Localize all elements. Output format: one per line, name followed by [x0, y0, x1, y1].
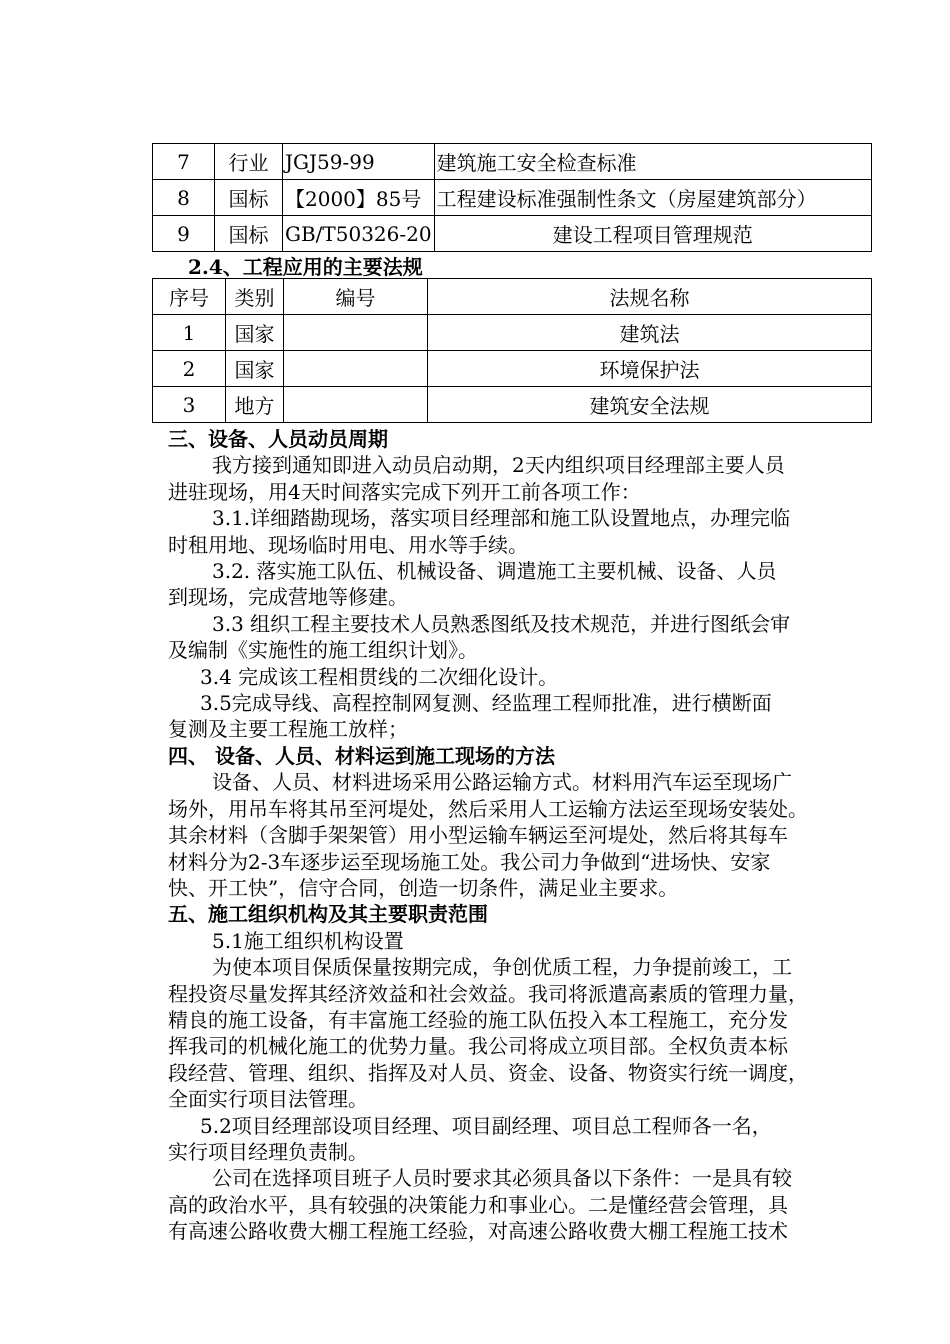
paragraph-line: 进驻现场，用4天时间落实完成下列开工前各项工作： — [168, 479, 641, 504]
paragraph-line: 3.4 完成该工程相贯线的二次细化设计。 — [200, 664, 559, 689]
regulations-table — [152, 278, 872, 423]
row-type: 地方 — [226, 387, 284, 423]
row-code — [284, 387, 428, 423]
paragraph-line: 有高速公路收费大棚工程施工经验，对高速公路收费大棚工程施工技术 — [168, 1219, 788, 1244]
header-number: 序号 — [153, 279, 226, 315]
row-code: 【2000】85号 — [283, 180, 435, 216]
row-code — [284, 351, 428, 387]
paragraph-line: 精良的施工设备，有丰富施工经验的施工队伍投入本工程施工，充分发 — [168, 1007, 788, 1032]
table-row — [153, 351, 872, 387]
paragraph-line: 5.2项目经理部设项目经理、项目副经理、项目总工程师各一名， — [200, 1113, 772, 1138]
section-5-title: 五、施工组织机构及其主要职责范围 — [168, 902, 488, 927]
paragraph-line: 实行项目经理负责制。 — [168, 1139, 368, 1164]
paragraph-line: 快、开工快”，信守合同，创造一切条件，满足业主要求。 — [168, 875, 679, 900]
paragraph-line: 我方接到通知即进入动员启动期，2天内组织项目经理部主要人员 — [212, 453, 785, 478]
table-row — [153, 315, 872, 351]
paragraph-line: 材料分为2-3车逐步运至现场施工处。我公司力争做到“进场快、安家 — [168, 849, 771, 874]
row-code — [284, 315, 428, 351]
paragraph-line: 复测及主要工程施工放样； — [168, 717, 408, 742]
section-heading: 2.4、工程应用的主要法规 — [188, 255, 423, 279]
row-number: 9 — [153, 216, 215, 252]
row-code: GB/T50326-20 — [283, 216, 435, 252]
paragraph-line: 其余材料（含脚手架架管）用小型运输车辆运至河堤处，然后将其每车 — [168, 823, 788, 848]
row-number: 7 — [153, 144, 215, 180]
header-code: 编号 — [284, 279, 428, 315]
body-text — [168, 426, 868, 1245]
row-number: 2 — [153, 351, 226, 387]
paragraph-line: 及编制《实施性的施工组织计划》。 — [168, 638, 478, 663]
paragraph-line: 时租用地、现场临时用电、用水等手续。 — [168, 532, 528, 557]
row-type: 国家 — [226, 351, 284, 387]
table-row — [153, 387, 872, 423]
row-type: 国标 — [215, 180, 283, 216]
paragraph-line: 全面实行项目法管理。 — [168, 1087, 368, 1112]
paragraph-line: 为使本项目保质保量按期完成，争创优质工程，力争提前竣工，工 — [212, 955, 792, 980]
row-number: 3 — [153, 387, 226, 423]
row-name: 建筑法 — [428, 315, 872, 351]
row-name: 建设工程项目管理规范 — [434, 216, 871, 252]
row-code: JGJ59-99 — [283, 144, 435, 180]
row-name: 建筑安全法规 — [428, 387, 872, 423]
paragraph-line: 到现场，完成营地等修建。 — [168, 585, 408, 610]
table-row — [153, 216, 872, 252]
table-row — [153, 180, 872, 216]
row-type: 国家 — [226, 315, 284, 351]
paragraph-line: 公司在选择项目班子人员时要求其必须具备以下条件：一是具有较 — [212, 1166, 792, 1191]
paragraph-line: 3.1.详细踏勘现场，落实项目经理部和施工队设置地点，办理完临 — [212, 506, 791, 531]
section-3-title: 三、设备、人员动员周期 — [168, 427, 388, 451]
row-number: 1 — [153, 315, 226, 351]
row-type: 行业 — [215, 144, 283, 180]
paragraph-line: 段经营、管理、组织、指挥及对人员、资金、设备、物资实行统一调度， — [168, 1060, 808, 1085]
paragraph-line: 场外，用吊车将其吊至河堤处，然后采用人工运输方法运至现场安装处。 — [168, 796, 808, 821]
paragraph-line: 设备、人员、材料进场采用公路运输方式。材料用汽车运至现场广 — [212, 770, 792, 795]
paragraph-line: 3.5完成导线、高程控制网复测、经监理工程师批准，进行横断面 — [200, 691, 772, 716]
row-number: 8 — [153, 180, 215, 216]
row-name: 环境保护法 — [428, 351, 872, 387]
section-4-title: 四、 设备、人员、材料运到施工现场的方法 — [168, 743, 555, 768]
paragraph-line: 5.1施工组织机构设置 — [212, 928, 404, 953]
table-row — [153, 144, 872, 180]
row-name: 工程建设标准强制性条文（房屋建筑部分） — [434, 180, 871, 216]
table-header-row — [153, 279, 872, 315]
paragraph-line: 挥我司的机械化施工的优势力量。我公司将成立项目部。全权负责本标 — [168, 1034, 788, 1059]
paragraph-line: 高的政治水平，具有较强的决策能力和事业心。二是懂经营会管理，具 — [168, 1192, 788, 1217]
row-type: 国标 — [215, 216, 283, 252]
row-name: 建筑施工安全检查标准 — [434, 144, 871, 180]
standards-table — [152, 143, 872, 252]
header-type: 类别 — [226, 279, 284, 315]
paragraph-line: 3.3 组织工程主要技术人员熟悉图纸及技术规范，并进行图纸会审 — [212, 611, 791, 636]
paragraph-line: 3.2. 落实施工队伍、机械设备、调遣施工主要机械、设备、人员 — [212, 559, 777, 584]
header-name: 法规名称 — [428, 279, 872, 315]
paragraph-line: 程投资尽量发挥其经济效益和社会效益。我司将派遣高素质的管理力量， — [168, 981, 808, 1006]
